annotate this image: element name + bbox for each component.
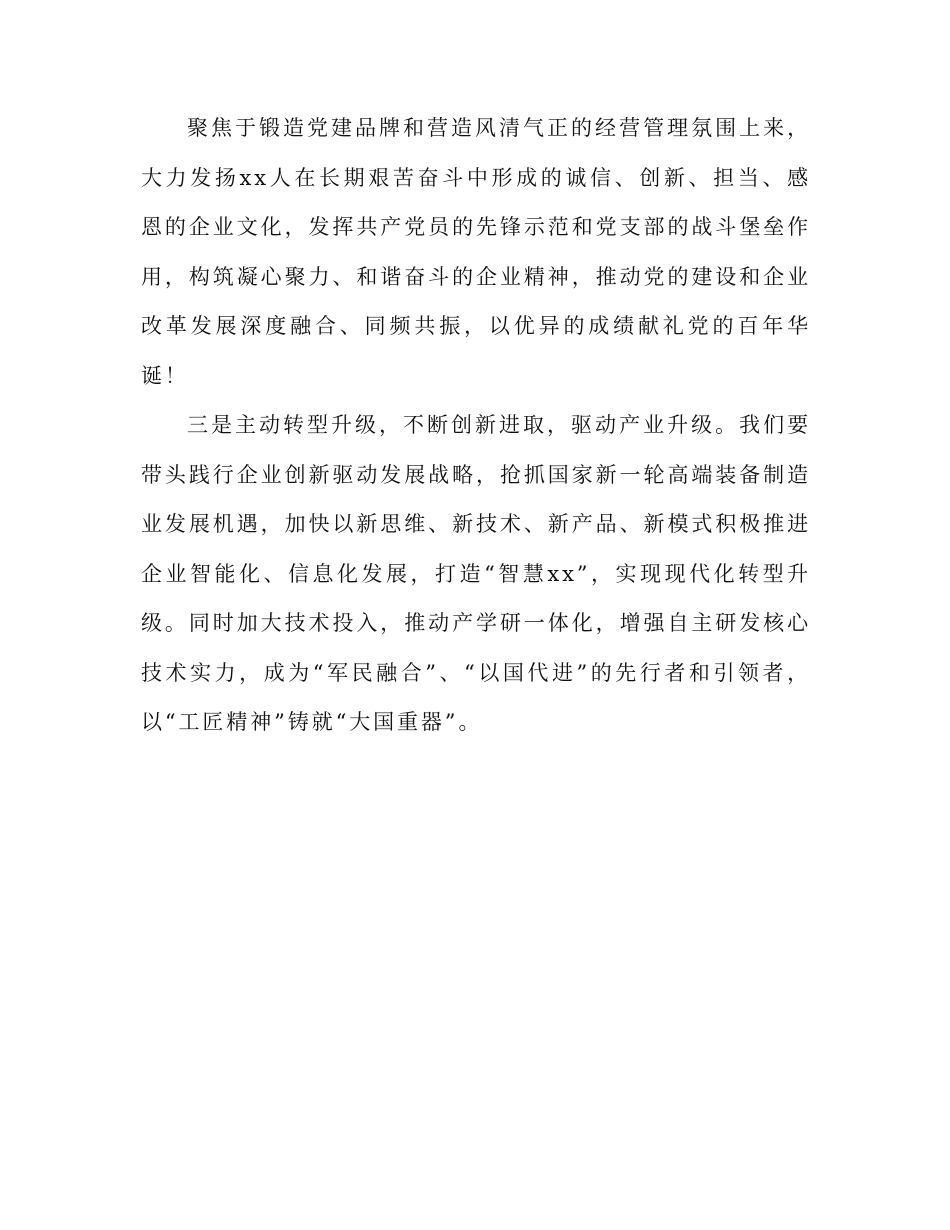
paragraph-transformation: 三是主动转型升级，不断创新进取，驱动产业升级。我们要带头践行企业创新驱动发展战略，抢抓国家新一轮高端装备制造业发展机遇，加快以新思维、新技术、新产品、新模式积极推进企业智能化、信息化发展，打造“智慧xx”，实现现代化转型升级。同时加大技术投入，推动产学研一体化，增强自主研发核心技术实力，成为“军民融合”、“以国代进”的先行者和引领者，以“工匠精神”铸就“大国重器”。	[141, 413, 811, 734]
document-body	[141, 104, 811, 748]
paragraph-party-building: 聚焦于锻造党建品牌和营造风清气正的经营管理氛围上来，大力发扬xx人在长期艰苦奋斗中形成的诚信、创新、担当、感恩的企业文化，发挥共产党员的先锋示范和党支部的战斗堡垒作用，构筑凝心聚力、和谐奋斗的企业精神，推动党的建设和企业改革发展深度融合、同频共振，以优异的成绩献礼党的百年华诞！	[141, 116, 811, 388]
